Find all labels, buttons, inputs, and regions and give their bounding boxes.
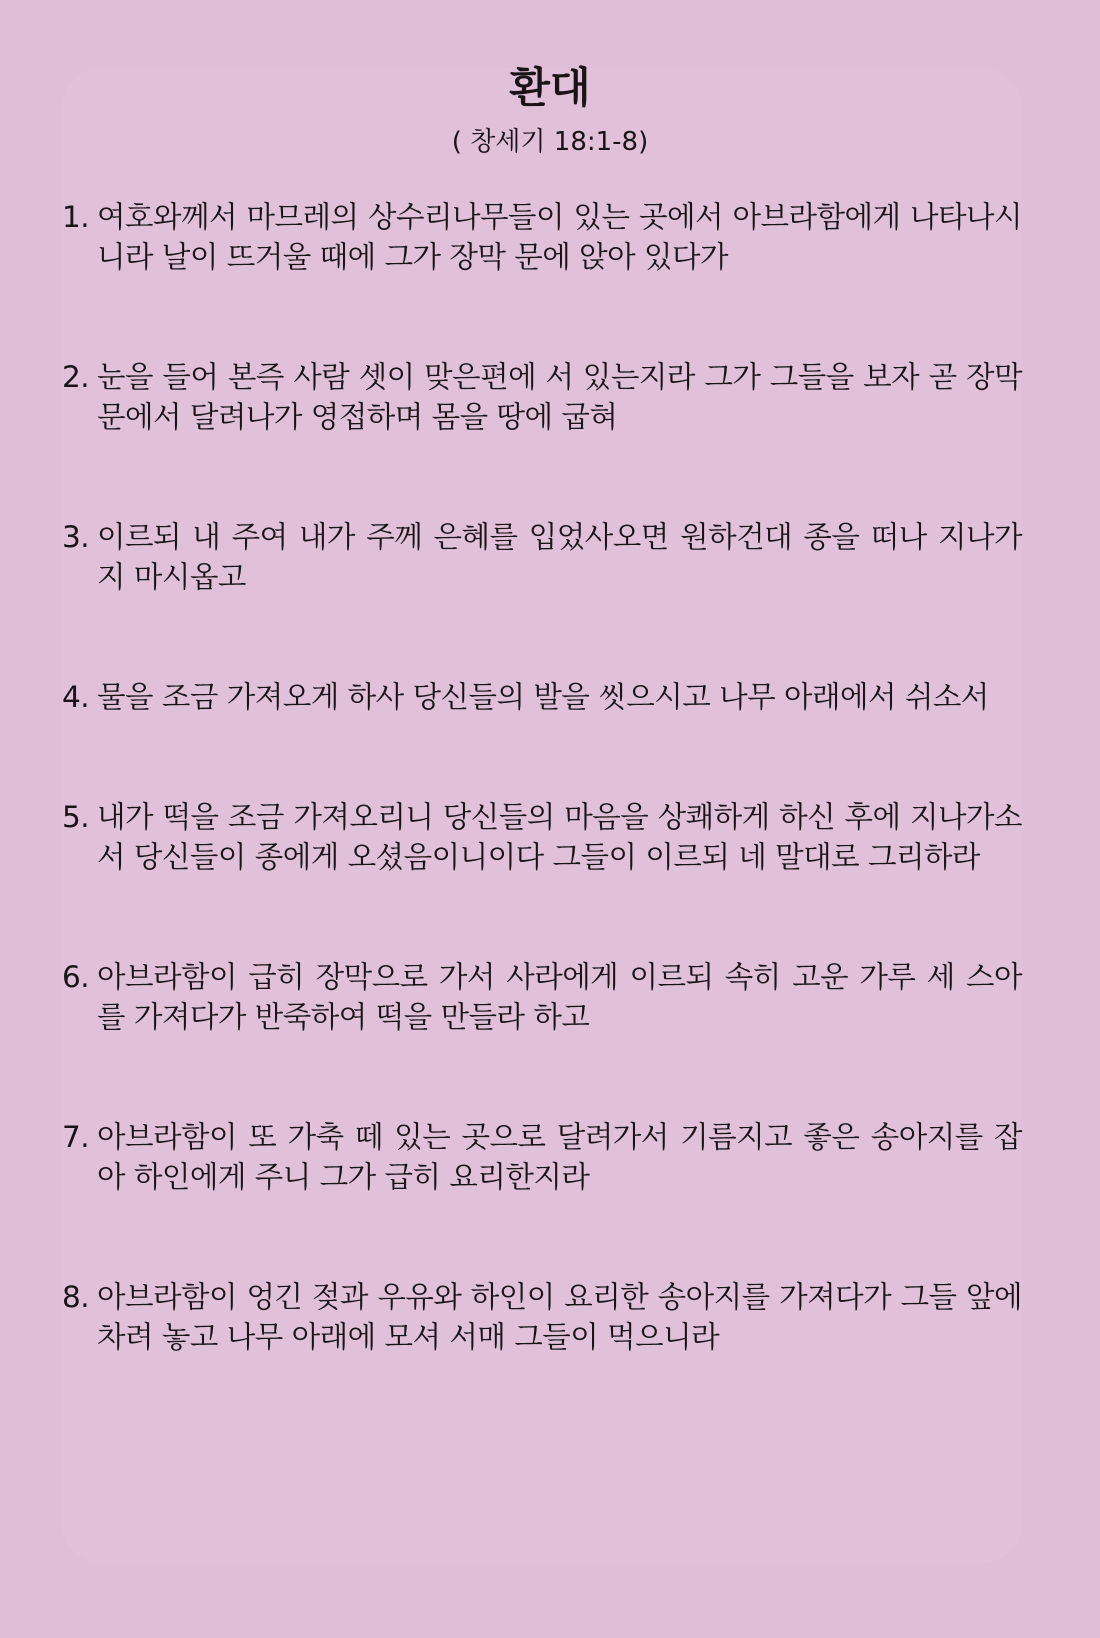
scripture-reference: ( 창세기 18:1-8) <box>451 127 649 157</box>
verse-number: 7. <box>62 1120 90 1154</box>
verse-item <box>62 1117 1022 1197</box>
verse-number: 5. <box>62 800 90 834</box>
verse-text: 눈을 들어 본즉 사람 셋이 맞은편에 서 있는지라 그가 그들을 보자 곧 장막 문에서 달려나가 영접하며 몸을 땅에 굽혀 <box>97 360 1022 434</box>
verse-list <box>62 197 1022 1437</box>
verse-number: 1. <box>62 200 90 234</box>
verse-number: 3. <box>62 520 90 554</box>
verse-text: 이르되 내 주여 내가 주께 은혜를 입었사오면 원하건대 종을 떠나 지나가지 마시옵고 <box>97 520 1022 594</box>
verse-item <box>62 797 1022 877</box>
verse-item <box>62 357 1022 437</box>
verse-item <box>62 517 1022 597</box>
verse-text: 여호와께서 마므레의 상수리나무들이 있는 곳에서 아브라함에게 나타나시니라 날이 뜨거울 때에 그가 장막 문에 앉아 있다가 <box>97 200 1022 274</box>
page-title: 환대 <box>509 63 591 112</box>
verse-item <box>62 677 1022 717</box>
verse-item <box>62 197 1022 277</box>
verse-number: 4. <box>62 680 90 714</box>
verse-number: 6. <box>62 960 90 994</box>
verse-text: 물을 조금 가져오게 하사 당신들의 발을 씻으시고 나무 아래에서 쉬소서 <box>97 680 989 714</box>
verse-text: 아브라함이 급히 장막으로 가서 사라에게 이르되 속히 고운 가루 세 스아를 가져다가 반죽하여 떡을 만들라 하고 <box>97 960 1022 1034</box>
verse-number: 8. <box>62 1280 90 1314</box>
verse-number: 2. <box>62 360 90 394</box>
verse-text: 아브라함이 엉긴 젖과 우유와 하인이 요리한 송아지를 가져다가 그들 앞에 차려 놓고 나무 아래에 모셔 서매 그들이 먹으니라 <box>97 1280 1022 1354</box>
verse-item <box>62 1277 1022 1357</box>
verse-item <box>62 957 1022 1037</box>
verse-text: 아브라함이 또 가축 떼 있는 곳으로 달려가서 기름지고 좋은 송아지를 잡아 하인에게 주니 그가 급히 요리한지라 <box>97 1120 1022 1194</box>
verse-text: 내가 떡을 조금 가져오리니 당신들의 마음을 상쾌하게 하신 후에 지나가소서 당신들이 종에게 오셨음이니이다 그들이 이르되 네 말대로 그리하라 <box>97 800 1022 874</box>
